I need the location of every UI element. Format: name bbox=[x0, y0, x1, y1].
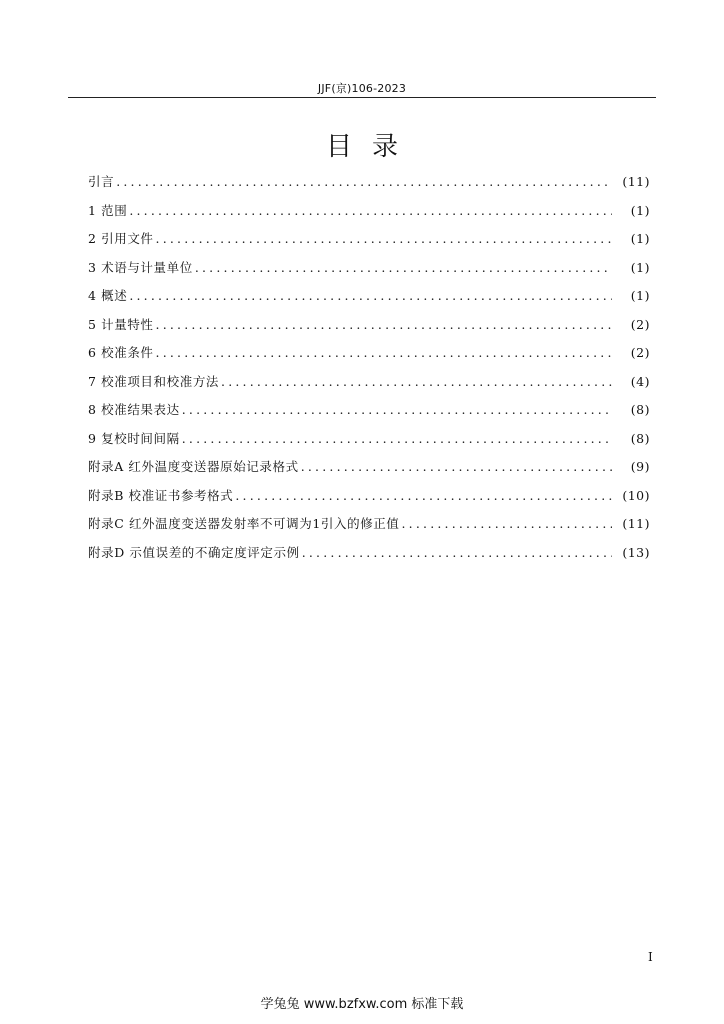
toc-entry-label: 引言 bbox=[88, 174, 115, 189]
toc-dot-leader bbox=[195, 260, 612, 275]
toc-entry-label: 1 范围 bbox=[88, 202, 128, 218]
document-header-code: JJF(京)106-2023 bbox=[317, 82, 407, 95]
toc-dot-leader bbox=[182, 402, 612, 417]
toc-entry-page: (13) bbox=[622, 544, 650, 560]
toc-entry-appendix-d[interactable] bbox=[88, 543, 650, 572]
toc-dot-leader bbox=[129, 203, 612, 218]
toc-entry-label: 5 计量特性 bbox=[88, 316, 154, 332]
toc-entry-label: 6 校准条件 bbox=[88, 345, 154, 360]
toc-entry-page: (2) bbox=[630, 345, 650, 360]
toc-entry-page: (1) bbox=[630, 288, 650, 303]
toc-entry-label: 附录D 示值误差的不确定度评定示例 bbox=[88, 544, 300, 560]
page-number: I bbox=[648, 950, 653, 964]
page-title: 目录 bbox=[325, 132, 418, 162]
toc-entry-page: (11) bbox=[622, 516, 650, 531]
toc-entry-page: (1) bbox=[630, 202, 650, 218]
toc-dot-leader bbox=[301, 459, 612, 474]
toc-entry-page: (2) bbox=[630, 316, 650, 332]
toc-entry-terms[interactable] bbox=[88, 258, 650, 287]
header-divider bbox=[68, 97, 656, 98]
toc-entry-label: 3 术语与计量单位 bbox=[88, 259, 193, 275]
toc-entry-label: 附录B 校准证书参考格式 bbox=[88, 487, 234, 503]
toc-entry-appendix-a[interactable] bbox=[88, 457, 650, 486]
toc-dot-leader bbox=[129, 288, 612, 303]
toc-entry-label: 8 校准结果表达 bbox=[88, 402, 180, 417]
toc-dot-leader bbox=[402, 516, 613, 531]
toc-entry-recalibration-interval[interactable] bbox=[88, 429, 650, 458]
toc-entry-label: 7 校准项目和校准方法 bbox=[88, 373, 220, 389]
toc-entry-page: (11) bbox=[622, 174, 650, 189]
toc-dot-leader bbox=[235, 488, 612, 503]
toc-entry-appendix-c[interactable] bbox=[88, 514, 650, 543]
toc-entry-label: 附录A 红外温度变送器原始记录格式 bbox=[88, 459, 299, 474]
toc-entry-page: (8) bbox=[630, 430, 650, 446]
toc-entry-results-expression[interactable] bbox=[88, 400, 650, 429]
toc-dot-leader bbox=[156, 317, 612, 332]
toc-entry-references[interactable] bbox=[88, 229, 650, 258]
toc-dot-leader bbox=[116, 174, 612, 189]
toc-entry-page: (4) bbox=[630, 373, 650, 389]
toc-entry-calibration-conditions[interactable] bbox=[88, 343, 650, 372]
site-watermark-footer: 学兔兔 www.bzfxw.com 标准下载 bbox=[260, 997, 464, 1012]
toc-entry-calibration-items-methods[interactable] bbox=[88, 372, 650, 401]
toc-entry-page: (1) bbox=[630, 259, 650, 275]
table-of-contents bbox=[88, 172, 650, 571]
toc-dot-leader bbox=[182, 431, 612, 446]
toc-dot-leader bbox=[302, 545, 612, 560]
toc-entry-label: 4 概述 bbox=[88, 288, 128, 303]
toc-dot-leader bbox=[156, 345, 612, 360]
toc-entry-scope[interactable] bbox=[88, 201, 650, 230]
toc-dot-leader bbox=[221, 374, 612, 389]
toc-entry-page: (8) bbox=[630, 402, 650, 417]
toc-entry-page: (9) bbox=[630, 459, 650, 474]
toc-dot-leader bbox=[156, 231, 612, 246]
toc-entry-metrological-characteristics[interactable] bbox=[88, 315, 650, 344]
toc-entry-label: 2 引用文件 bbox=[88, 231, 154, 246]
toc-entry-label: 附录C 红外温度变送器发射率不可调为1引入的修正值 bbox=[88, 516, 400, 531]
toc-entry-page: (1) bbox=[630, 231, 650, 246]
toc-entry-appendix-b[interactable] bbox=[88, 486, 650, 515]
toc-entry-page: (10) bbox=[622, 487, 650, 503]
toc-entry-label: 9 复校时间间隔 bbox=[88, 430, 180, 446]
toc-entry-overview[interactable] bbox=[88, 286, 650, 315]
toc-entry-introduction[interactable] bbox=[88, 172, 650, 201]
